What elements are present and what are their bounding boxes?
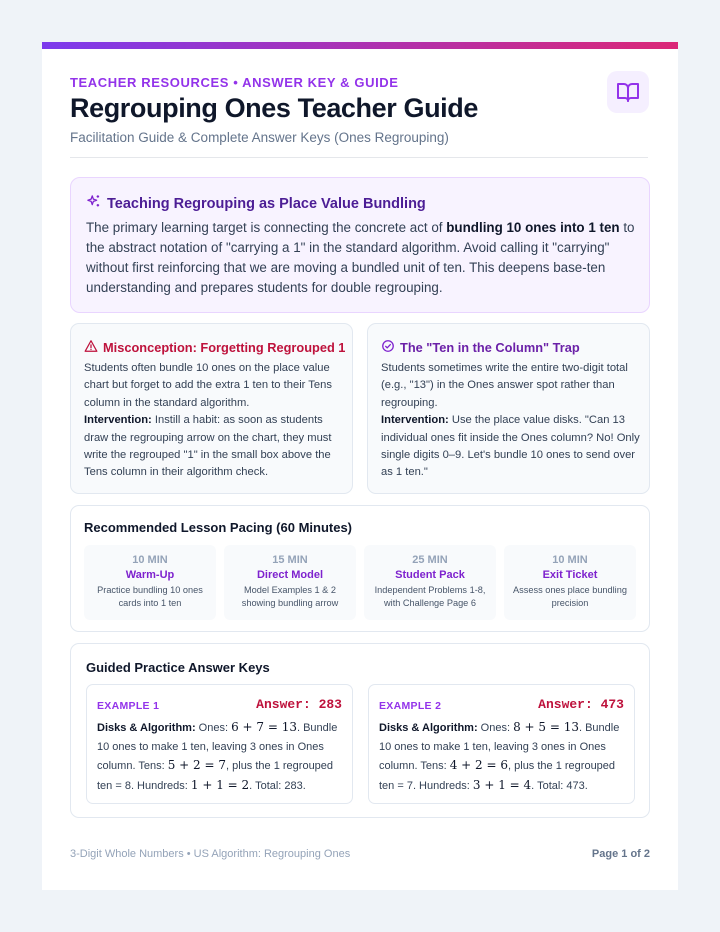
example-card: [368, 684, 635, 804]
header-divider: [70, 157, 648, 158]
misconception-text: Students often bundle 10 ones on the place value chart but forget to add the extra 1 ten to their Tens column in the standard algorithm. Intervention: Instill a habit: as soon as students draw the regrouping arrow on the chart, they must write the regrouped "1" in the small box above the Tens column in their algorithm check.: [84, 362, 332, 479]
page-subtitle: Facilitation Guide & Complete Answer Keys (Ones Regrouping): [70, 130, 449, 145]
pacing-heading: Recommended Lesson Pacing (60 Minutes): [84, 520, 353, 535]
lesson-pacing: [70, 505, 650, 632]
hero-heading-text: Teaching Regrouping as Place Value Bundling: [107, 195, 426, 212]
eyebrow-label: TEACHER RESOURCES • ANSWER KEY & GUIDE: [70, 75, 399, 90]
book-open-icon: [607, 71, 649, 113]
trap-heading: The "Ten in the Column" Trap: [381, 339, 580, 356]
sparkles-icon: [86, 194, 101, 213]
answer-keys-section: [70, 643, 650, 818]
accent-bar: [42, 42, 678, 49]
trap-text: Students sometimes write the entire two-digit total (e.g., "13") in the Ones answer spot rather than regrouping. Intervention: Use the place value disks. "Can 13 individual ones fit inside the Ones column? No! Only single digits 0–9. Let's bundle 10 ones to send over as 1 ten.": [381, 362, 640, 479]
page-title: Regrouping Ones Teacher Guide: [70, 93, 478, 123]
answer-keys-heading: Guided Practice Answer Keys: [86, 660, 270, 675]
misconception-heading: Misconception: Forgetting Regrouped 1: [84, 339, 345, 356]
misconception-card: [70, 323, 353, 494]
example-title: EXAMPLE 2: [379, 700, 442, 712]
example-card: [86, 684, 353, 804]
example-solution: Disks & Algorithm: Ones: 8 + 5 = 13. Bundle 10 ones to make 1 ten, leaving 3 ones in Ones column. Tens: 4 + 2 = 6, plus the 1 regrouped ten = 7. Hundreds: 3 + 1 = 4. Total: 473.: [379, 720, 620, 792]
example-answer: Answer: 473: [538, 697, 624, 712]
hero-callout: [70, 177, 650, 313]
pacing-item-student-pack: 25 MIN Student Pack Independent Problems 1-8, with Challenge Page 6: [364, 545, 496, 620]
page-number: Page 1 of 2: [591, 848, 650, 860]
example-solution: Disks & Algorithm: Ones: 6 + 7 = 13. Bundle 10 ones to make 1 ten, leaving 3 ones in Ones column. Tens: 5 + 2 = 7, plus the 1 regrouped ten = 8. Hundreds: 1 + 1 = 2. Total: 283.: [97, 720, 338, 792]
pacing-item-direct-model: 15 MIN Direct Model Model Examples 1 & 2 showing bundling arrow: [224, 545, 356, 620]
footer-topic: 3-Digit Whole Numbers • US Algorithm: Regrouping Ones: [70, 848, 351, 860]
pacing-item-warm-up: 10 MIN Warm-Up Practice bundling 10 ones cards into 1 ten: [84, 545, 216, 620]
worksheet-page: [42, 42, 678, 890]
example-answer: Answer: 283: [256, 697, 342, 712]
check-circle-icon: [381, 339, 395, 356]
pacing-item-exit-ticket: 10 MIN Exit Ticket Assess ones place bundling precision: [504, 545, 636, 620]
example-title: EXAMPLE 1: [97, 700, 160, 712]
trap-card: [367, 323, 650, 494]
warning-triangle-icon: [84, 339, 98, 356]
hero-heading: [86, 194, 426, 213]
hero-text: The primary learning target is connecting the concrete act of bundling 10 ones into 1 ten to the abstract notation of "carrying a 1" in the standard algorithm. Avoid calling it "carrying" without first reinforcing that we are moving a bundled unit of ten. This deepens base-ten understanding and prepares students for double regrouping.: [86, 220, 635, 295]
